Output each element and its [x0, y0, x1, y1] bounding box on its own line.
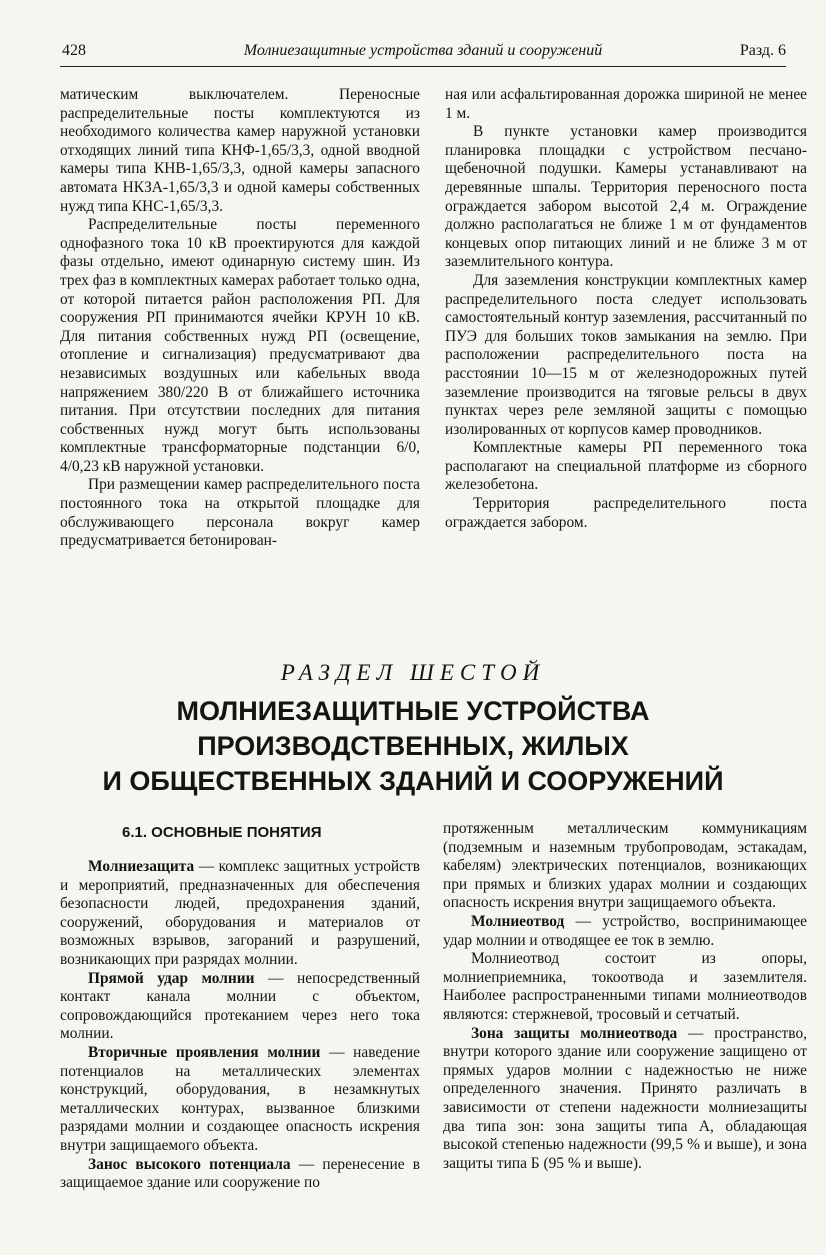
definition-paragraph: [60, 970, 420, 1044]
definition-text: Молниеотвод состоит из опоры, молниеприемника, токоотвода и заземлителя. Наиболее распространенными типами молниеотводов являются: стержневой, тросовый и сетчатый.: [443, 950, 807, 1023]
section-title-line: МОЛНИЕЗАЩИТНЫЕ УСТРОЙСТВА: [176, 696, 650, 726]
definition-text: протяженным металлическим коммуникациям (подземным и наземным трубопроводам, эстакадам, кабелям) электрических потенциалов, возникающих при прямых и близких ударах молнии и создающих опасность искрения внутри защищаемого объекта.: [443, 820, 807, 912]
bottom-left-column: [60, 858, 420, 1193]
definition-term: Молниезащита: [88, 858, 195, 875]
paragraph: Комплектные камеры РП переменного тока располагают на специальной платформе из сборного железобетона.: [445, 439, 807, 494]
paragraph: матическим выключателем. Переносные распределительные посты комплектуются из необходимого количества камер наружной установки отходящих линий типа КНФ-1,65/3,3, одной вводной камеры типа КНВ-1,65/3,3, одной камеры запасного автомата НКЗА-1,65/3,3 и одной камеры собственных нужд типа КНС-1,65/3,3.: [60, 86, 420, 215]
definition-paragraph: [60, 1156, 420, 1193]
section-title-line: И ОБЩЕСТВЕННЫХ ЗДАНИЙ И СООРУЖЕНИЙ: [102, 766, 724, 796]
definition-text: — непосредственный контакт канала молнии с объектом, сопровождающийся протеканием через него тока молнии.: [60, 969, 420, 1043]
running-head: [60, 40, 786, 67]
top-left-column: [60, 86, 420, 551]
definition-text: — наведение потенциалов на металлических элементах конструкций, оборудования, в незамкнутых металлических контурах, вызванное близкими разрядами молнии и создающее опасность искрения внутри защищаемого объекта.: [60, 1043, 420, 1154]
definition-paragraph: [443, 913, 807, 950]
definition-term: Прямой удар молнии: [88, 969, 255, 987]
definition-paragraph: [443, 950, 807, 1024]
definition-paragraph: [443, 1025, 807, 1174]
bottom-right-column: [443, 820, 807, 1173]
paragraph: При размещении камер распределительного поста постоянного тока на открытой площадке для обслуживающего персонала вокруг камер предусматривается бетонирован-: [60, 476, 420, 550]
definition-term: Занос высокого потенциала: [88, 1155, 291, 1173]
section-title-line: ПРОИЗВОДСТВЕННЫХ, ЖИЛЫХ: [197, 731, 629, 761]
definition-term: Зона защиты молниеотвода: [471, 1024, 678, 1042]
definition-term: Вторичные проявления молнии: [88, 1043, 321, 1061]
paragraph: Для заземления конструкции комплектных камер распределительного поста следует использовать самостоятельный контур заземления, рассчитанный по ПУЭ для больших токов замыкания на землю. При расположении распределительного поста на расстоянии 10—15 м от железнодорожных путей заземление производится на тяговые рельсы в двух пунктах через реле земляной защиты с помощью изолированных от корпусов камер проводников.: [445, 271, 807, 438]
section-label: РАЗДЕЛ ШЕСТОЙ: [280, 660, 546, 685]
paragraph: ная или асфальтированная дорожка шириной не менее 1 м.: [445, 86, 807, 122]
paragraph: Территория распределительного поста ограждается забором.: [445, 495, 807, 531]
definition-paragraph: [60, 858, 420, 970]
definition-text: — устройство, воспринимающее удар молнии и отводящее ее ток в землю.: [443, 912, 807, 949]
paragraph: В пункте установки камер производится планировка площадки с устройством песчано-щебеночной подушки. Камеры устанавливают на деревянные шпалы. Территория переносного поста ограждается забором высотой 2,4 м. Ограждение должно располагаться не ближе 1 м от фундаментов концевых опор питающих линий и не ближе 3 м от заземлительного контура.: [445, 123, 807, 271]
page-number: 428: [62, 42, 86, 59]
subsection-heading: 6.1. ОСНОВНЫЕ ПОНЯТИЯ: [122, 824, 322, 841]
definition-text: — комплекс защитных устройств и мероприятий, предназначенных для обеспечения безопасности людей, предохранения зданий, сооружений, оборудования и материалов от возможных взрывов, загораний и разрушений, возникающих при разрядах молнии.: [60, 858, 420, 968]
definition-paragraph: [60, 1044, 420, 1156]
paragraph: Распределительные посты переменного однофазного тока 10 кВ проектируются для каждой фазы отдельно, имеют одинарную систему шин. Из трех фаз в комплектных камерах работает только одна, от которой питается район расположения РП. Для сооружения РП принимаются ячейки КРУН 10 кВ. Для питания собственных нужд РП (освещение, отопление и сигнализация) предусматривают два независимых воздушных или кабельных ввода напряжением 380/220 В от ближайшего источника питания. При отсутствии последних для питания собственных нужд могут быть использованы комплектные трансформаторные подстанции 6/0, 4/0,23 кВ наружной установки.: [60, 216, 420, 475]
running-title: Молниезащитные устройства зданий и сооружений: [243, 42, 603, 59]
definition-text: — пространство, внутри которого здание или сооружение защищено от прямых ударов молнии с надежностью не ниже определенного значения. Принято различать в зависимости от степени надежности молниезащиты два типа зон: зона защиты типа А, обладающая высокой степенью надежности (99,5 % и выше), и зона защиты типа Б (95 % и выше).: [443, 1024, 807, 1172]
definition-term: Молниеотвод: [471, 912, 565, 930]
definition-text: — перенесение в защищаемое здание или сооружение по: [60, 1155, 420, 1192]
definition-paragraph: [443, 820, 807, 913]
top-right-column: [445, 86, 807, 532]
section-ref: Разд. 6: [739, 42, 786, 59]
section-title: [0, 694, 826, 799]
